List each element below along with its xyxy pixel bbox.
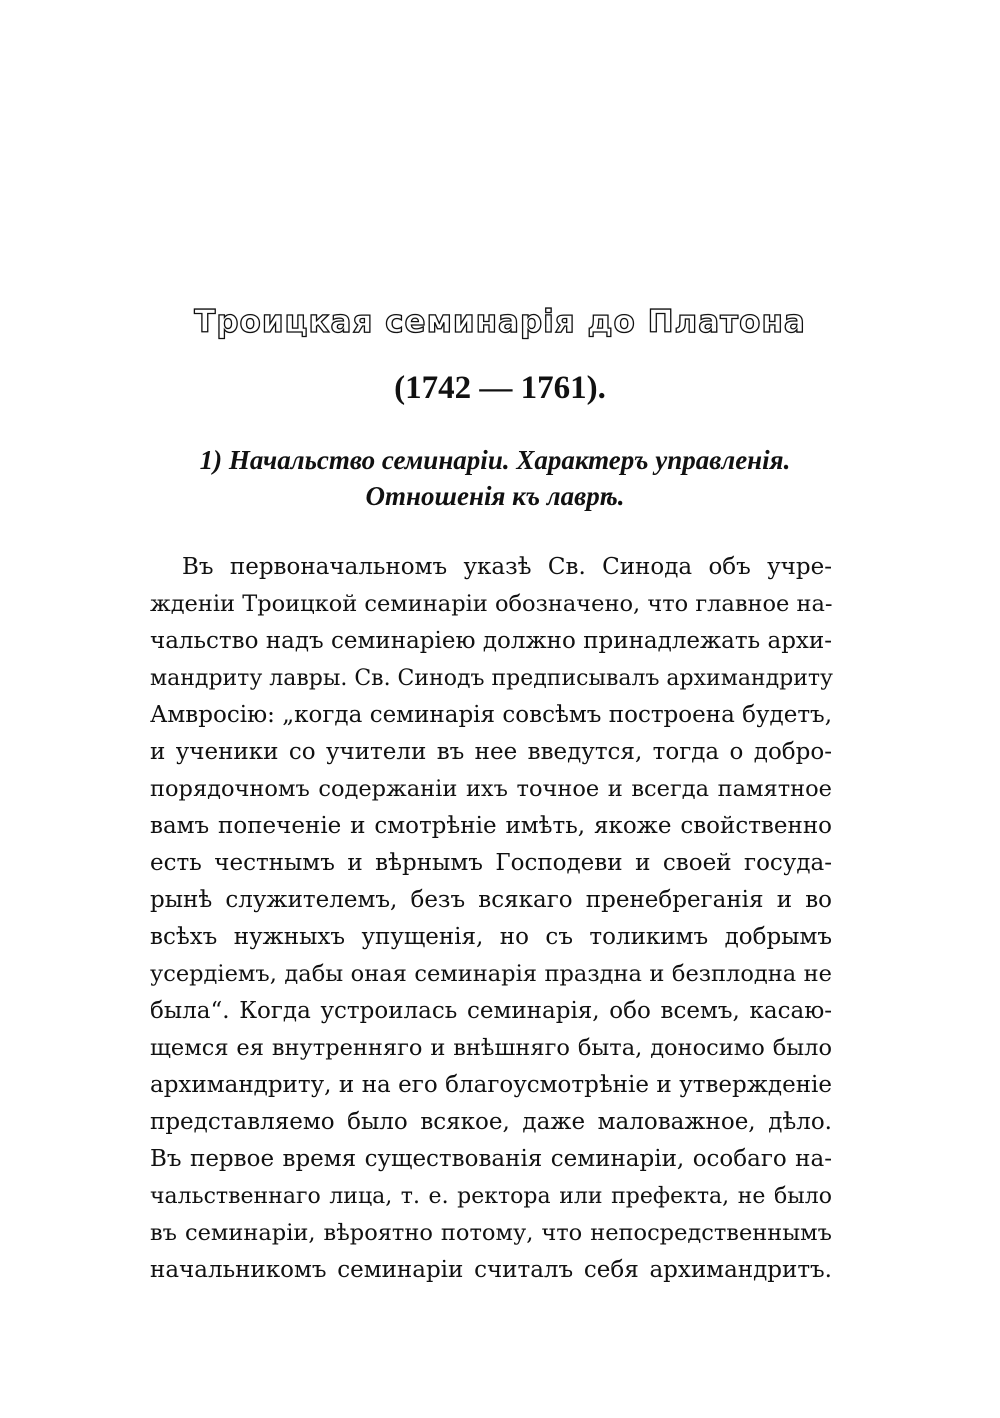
text-line: чальство надъ семинаріею должно принадлежать архи-	[150, 628, 832, 654]
chapter-title: Троицкая семинарія до Платона	[194, 304, 806, 340]
text-line: Амвросію: „когда семинарія совсѣмъ построена будетъ,	[150, 702, 832, 728]
text-line: мандриту лавры. Св. Синодъ предписывалъ архимандриту	[150, 666, 833, 691]
text-line: усердіемъ, дабы оная семинарія праздна и безплодна не	[150, 961, 832, 987]
section-subtitle-line-2: Отношенія къ лаврѣ.	[365, 481, 625, 511]
text-line: въ семинаріи, вѣроятно потому, что непосредственнымъ	[150, 1220, 832, 1246]
body-text	[150, 549, 832, 1289]
text-line: начальникомъ семинаріи считалъ себя архимандритъ.	[150, 1257, 832, 1283]
text-line: представляемо было всякое, даже маловажное, дѣло.	[150, 1109, 832, 1135]
text-line: рынѣ служителемъ, безъ всякаго пренебреганія и во	[150, 887, 832, 913]
text-line: всѣхъ нужныхъ упущенія, но съ толикимъ добрымъ	[150, 924, 832, 950]
text-line: была“. Когда устроилась семинарія, обо всемъ, касаю-	[150, 998, 832, 1024]
text-line: Въ первоначальномъ указѣ Св. Синода объ учре-	[182, 554, 832, 580]
text-line: щемся ея внутренняго и внѣшняго быта, доносимо было	[150, 1035, 832, 1061]
text-line: есть честнымъ и вѣрнымъ Господеви и своей госуда-	[150, 850, 832, 876]
text-line: и ученики со учители въ нее введутся, тогда о добро-	[150, 739, 832, 765]
section-subtitle-line-1: 1) Начальство семинаріи. Характеръ управленія.	[199, 445, 791, 475]
text-line: Въ первое время существованія семинаріи, особаго на-	[150, 1146, 832, 1172]
text-line: порядочномъ содержаніи ихъ точное и всегда памятное	[150, 776, 832, 802]
text-line: архимандриту, и на его благоусмотрѣніе и утвержденіе	[150, 1072, 832, 1098]
text-line: чальственнаго лица, т. е. ректора или префекта, не было	[150, 1184, 832, 1209]
chapter-years: (1742 — 1761).	[394, 370, 606, 406]
text-line: вамъ попеченіе и смотрѣніе имѣть, якоже свойственно	[150, 813, 832, 839]
text-line: жденіи Троицкой семинаріи обозначено, что главное на-	[150, 591, 833, 617]
